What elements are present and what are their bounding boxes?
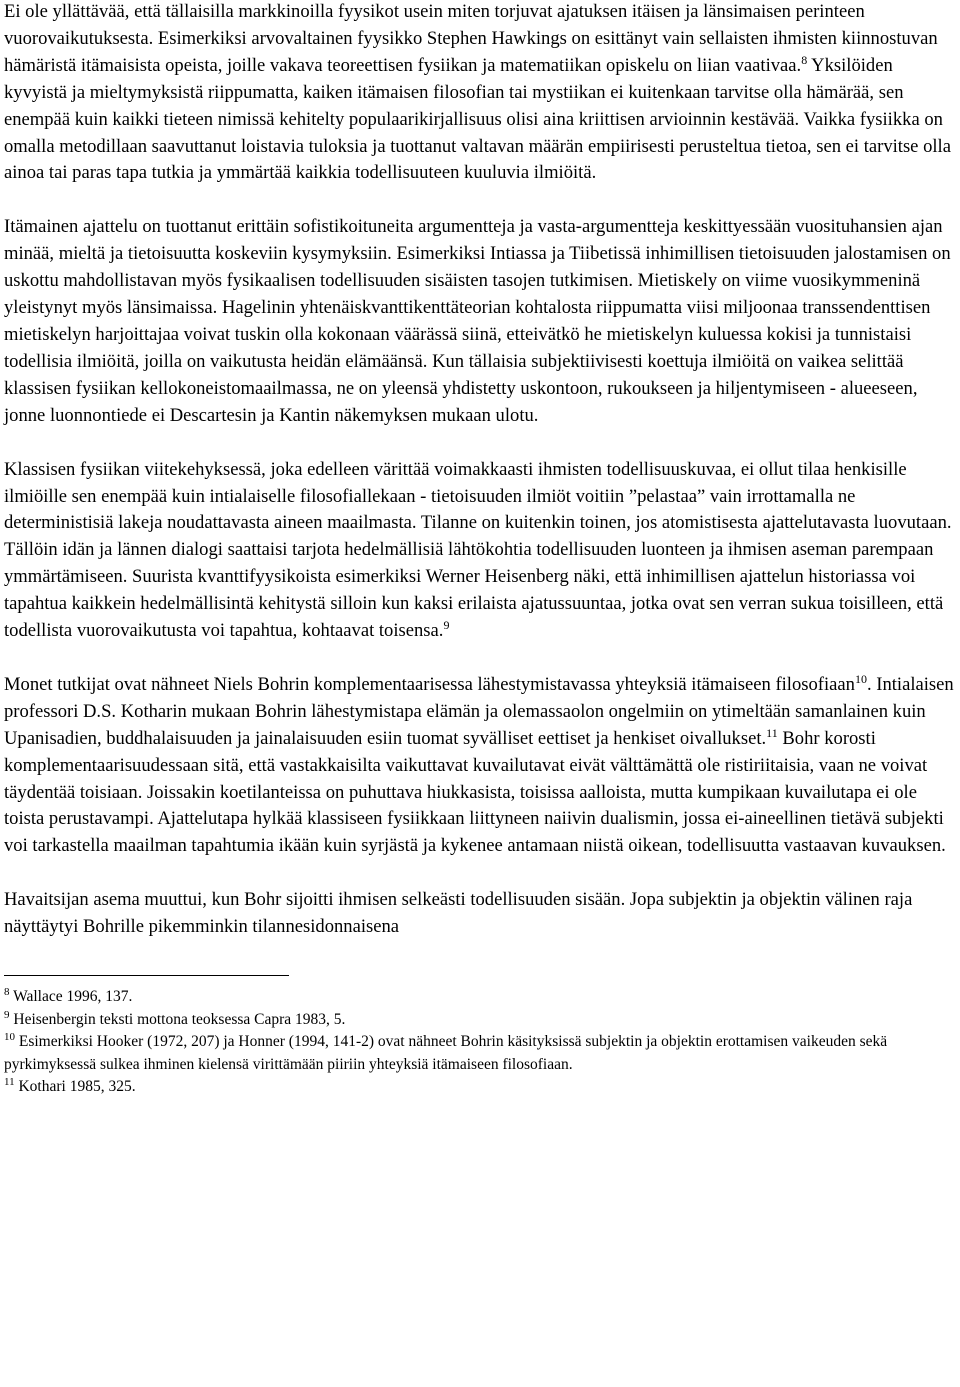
footnote-ref-9: 9: [443, 617, 450, 632]
paragraph-text: . Intialaisen professori D.S. Kotharin mukaan Bohrin lähestymistapa elämän ja olemassaolon ongelmiin on ytimeltään samanlainen kuin Upanisadien, buddhalaisuuden ja jainalaisuuden esiin tuomat syvälliset eettiset ja henkiset oivallukset.: [4, 673, 954, 749]
footnotes: [4, 986, 954, 1099]
paragraph-text: Klassisen fysiikan viitekehyksessä, joka edelleen värittää voimakkaasti ihmisten todellisuuskuvaa, ei ollut tilaa henkisille ilmiöille sen enempää kuin intialaiselle filosofiallekaan - tietoisuuden ilmiöt voitiin ”pelastaa” vain irrottamalla ne deterministisiä lakeja noudattavasta aineen maailmasta. Tilanne on kuitenkin toinen, jos atomistisesta ajattelutavasta luovutaan. Tällöin idän ja lännen dialogi saattaisi tarjota hedelmällisiä lähtökohtia todellisuuden luonteen ja ihmisen aseman parempaan ymmärtämiseen. Suurista kvanttifyysikoista esimerkiksi Werner Heisenberg näki, että inhimillisen ajattelun historiassa voi tapahtua kaikkein hedelmällisintä kehitystä silloin kun kaksi erilaista ajatussuuntaa, jotka ovat sen verran sukua toisilleen, että todellista vuorovaikutusta voi tapahtua, kohtaavat toisensa.: [4, 458, 952, 642]
footnote-9: [4, 1009, 954, 1032]
footnote-text: Kothari 1985, 325.: [14, 1078, 136, 1096]
footnote-text: Esimerkiksi Hooker (1972, 207) ja Honner (1994, 141-2) ovat nähneet Bohrin käsityksissä subjektin ja objektin erottamisen vaikeuden sekä pyrkimyksessä sulkea ihminen kielensä virittämään piiriin yhteyksiä itämaiseen filosofiaan.: [4, 1033, 888, 1073]
paragraph-5: [4, 887, 954, 941]
footnote-ref-8: 8: [801, 52, 808, 67]
paragraph-text: Ei ole yllättävää, että tällaisilla markkinoilla fyysikot usein miten torjuvat ajatuksen itäisen ja länsimaisen perinteen vuorovaikutuksesta. Esimerkiksi arvovaltainen fyysikko Stephen Hawkings on esittänyt vain sellaisten ihmisten kiinnostuvan hämäristä itämaisista opeista, joille vakava teoreettisen fysiikan ja matematiikan opiskelu on liian vaativaa.: [4, 1, 938, 76]
footnote-text: Wallace 1996, 137.: [9, 988, 133, 1006]
footnote-11: [4, 1076, 954, 1099]
paragraph-text: Yksilöiden kyvyistä ja mieltymyksistä riippumatta, kaiken itämaisen filosofian tai mystiikan ei kuitenkaan tarvitse olla hämärää, sen enempää kuin kaikki tieteen nimissä kehitelty populaarikirjallisuus olisi aina kriittisen arvioinnin kestävää. Vaikka fysiikka on omalla metodillaan saavuttanut loistavia tuloksia ja tuottanut valtavan määrän empiirisesti perusteltua tietoa, sen ei tarvitse olla ainoa tai paras tapa tutkia ja ymmärtää kaikkia todellisuuteen kuuluvia ilmiöitä.: [4, 54, 951, 184]
footnote-divider: [4, 975, 289, 976]
paragraph-2: [4, 214, 954, 429]
paragraph-text: Havaitsijan asema muuttui, kun Bohr sijoitti ihmisen selkeästi todellisuuden sisään. Jopa subjektin ja objektin välinen raja näyttäytyi Bohrille pikemminkin tilannesidonnaisena: [4, 889, 913, 938]
footnote-text: Heisenbergin teksti mottona teoksessa Capra 1983, 5.: [9, 1010, 346, 1028]
paragraph-text: Monet tutkijat ovat nähneet Niels Bohrin komplementaarisessa lähestymistavassa yhteyksiä itämaiseen filosofiaan: [4, 673, 855, 695]
footnote-mark: 9: [4, 1008, 10, 1021]
footnote-10: [4, 1031, 954, 1076]
footnote-8: [4, 986, 954, 1009]
paragraph-4: [4, 672, 954, 860]
footnote-mark: 8: [4, 985, 10, 998]
footnote-mark: 11: [4, 1076, 15, 1089]
paragraph-text: Itämainen ajattelu on tuottanut erittäin sofistikoituneita argumentteja ja vasta-argumentteja keskittyessään vuosituhansien ajan minää, mieltä ja tietoisuutta koskeviin kysymyksiin. Esimerkiksi Intiassa ja Tiibetissä inhimillisen tietoisuuden jalostamisen on uskottu mahdollistavan myös fysikaalisen todellisuuden sisäisten tasojen tutkimisen. Mietiskely on viime vuosikymmeninä yleistynyt myös länsimaissa. Hagelinin yhtenäiskvanttikenttäteorian kohtalosta riippumatta viisi miljoonaa transsendenttisen mietiskelyn harjoittajaa voivat tuskin olla kokonaan väärässä siinä, etteivätkö he mietiskelyn kuluessa kokisi ja tunnistaisi todellisia ilmiöitä, joilla on vaikutusta heidän elämäänsä. Kun tällaisia subjektiivisesti koettuja ilmiöitä on vaikea selittää klassisen fysiikan kellokoneistomaailmassa, ne on yleensä yhdistetty uskontoon, rukoukseen ja hiljentymiseen - alueeseen, jonne luonnontiede ei Descartesin ja Kantin näkemyksen mukaan ulotu.: [4, 216, 951, 426]
paragraph-1: [4, 0, 954, 187]
footnote-ref-11: 11: [766, 725, 778, 740]
footnote-mark: 10: [4, 1031, 15, 1044]
paragraph-3: [4, 457, 954, 645]
paragraph-text: Bohr korosti komplementaarisuudessaan sitä, että vastakkaisilta vaikuttavat kuvailutavat eivät välttämättä ole ristiriitaisia, vaan ne voivat täydentää toisiaan. Joissakin koetilanteissa on puhuttava hiukkasista, toisissa aalloista, mutta kumpikaan kuvailutapa ei ole toista perustavampi. Ajattelutapa hylkää klassiseen fysiikkaan liittyneen naiivin dualismin, jossa ei-aineellinen tietävä subjekti voi tarkastella maailman tapahtumia ikään kuin syrjästä ja kykenee antamaan niistä oikean, todellisuutta vastaavan kuvauksen.: [4, 727, 946, 857]
footnote-ref-10: 10: [854, 671, 867, 686]
document-page: [4, 0, 954, 1099]
